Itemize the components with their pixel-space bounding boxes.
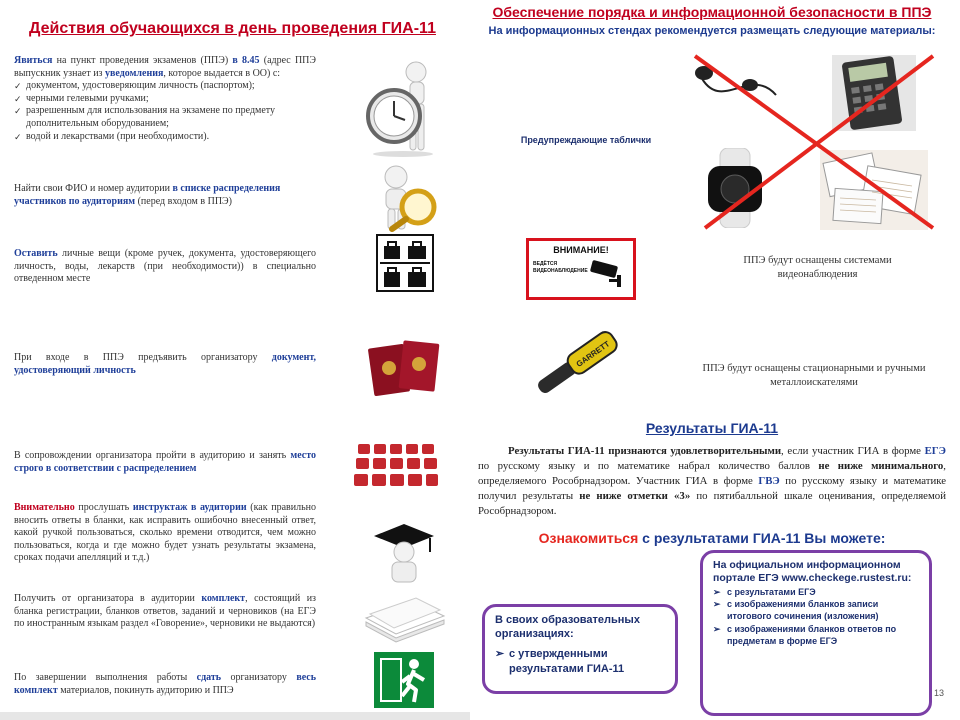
sign-title: ВНИМАНИЕ! — [553, 245, 609, 255]
exit-sign-icon — [374, 652, 434, 708]
results-text5: по русскому языку и математике получил результаты — [478, 475, 946, 502]
prohibited-cross-icon — [685, 48, 945, 238]
magnifier-figure-icon — [362, 163, 447, 233]
step-instruction — [14, 502, 316, 565]
step-hand-text3: материалов, покинуть аудиторию и ППЭ — [57, 684, 234, 696]
bottom-strip — [0, 712, 470, 720]
step-seat-rule: место строго в соответствии с распределением — [14, 450, 316, 474]
familiarize-verb: Ознакомиться — [538, 530, 639, 546]
box-portal-list — [713, 586, 919, 647]
box-schools-list — [495, 647, 665, 677]
results-ege: ЕГЭ — [924, 445, 946, 457]
step-arrive-time: в 8.45 — [232, 55, 260, 66]
graduate-figure-icon — [368, 520, 440, 584]
detector-brand: GARRETT — [574, 339, 612, 369]
checklist-item: ✓ водой и лекарствами (при необходимости). — [14, 131, 316, 144]
step-hand-in — [14, 672, 316, 697]
seats-icon — [352, 438, 440, 494]
page-number: 13 — [934, 688, 945, 698]
right-title: Обеспечение порядка и информационной безопасности в ППЭ — [492, 4, 932, 20]
step-take-seat — [14, 450, 316, 475]
step-get-kit — [14, 593, 316, 631]
camera-icon — [587, 259, 627, 289]
familiarize-heading — [482, 530, 942, 546]
step-leave-text: личные вещи (кроме ручек, документа, удостоверяющего личность, воды, лекарств (при необходимости)) в специально отведенном месте — [14, 248, 316, 285]
step-find-text: Найти свои ФИО и номер аудитории — [14, 183, 173, 194]
checklist-item: ✓ черными гелевыми ручками; — [14, 93, 316, 106]
step-arrive-text3: , которое выдается в ОО) с: — [163, 67, 281, 79]
step-find-name — [14, 183, 316, 208]
metal-detector-text: ППЭ будут оснащены стационарными и ручными металлоискателями — [702, 363, 926, 388]
results-text: Результаты ГИА-11 признаются — [508, 445, 671, 457]
results-gve: ГВЭ — [758, 475, 780, 487]
box-portal-title: На официальном информационном портале ЕГЭ www.checkege.rustest.ru: — [713, 559, 912, 584]
results-satisfactory: удовлетворительными — [670, 445, 782, 457]
box-portal-item: ➢ с изображениями бланков записи итогового сочинения (изложения) — [713, 598, 919, 622]
box-schools-item: ➢ с утвержденными результатами ГИА-11 — [495, 647, 665, 677]
step-hand-text2: организатору — [221, 672, 297, 683]
sign-text: ВЕДЁТСЯ ВИДЕОНАБЛЮДЕНИЕ — [533, 261, 588, 274]
box-portal-item: ➢ с результатами ЕГЭ — [713, 586, 919, 598]
step-hand-verb: сдать — [196, 672, 222, 683]
arrive-checklist — [14, 80, 316, 143]
video-surveillance-sign — [526, 238, 636, 300]
step-leave-verb: Оставить — [14, 248, 58, 259]
step-instruction-text: прослушать — [74, 502, 133, 513]
video-surveillance-text: ППЭ будут оснащены системами видеонаблюдения — [743, 255, 892, 280]
familiarize-text: с результатами ГИА-11 Вы можете: — [638, 530, 886, 546]
step-seat-text: В сопровождении организатора пройти в аудиторию и занять — [14, 450, 291, 461]
step-instruction-name: инструктаж в аудитории — [132, 502, 247, 513]
step-arrive-verb: Явиться — [14, 55, 53, 66]
step-kit-text: Получить от организатора в аудитории — [14, 593, 202, 604]
paper-stack-icon — [360, 588, 448, 644]
step-instruction-verb: Внимательно — [14, 502, 75, 513]
results-grade: не ниже отметки «3» — [579, 490, 691, 502]
results-min: не ниже минимального — [818, 460, 944, 472]
box-portal-item: ➢ с изображениями бланков ответов по предметам в форме ЕГЭ — [713, 623, 919, 647]
box-schools-title: В своих образовательных организациях: — [495, 614, 640, 640]
luggage-storage-icon — [376, 234, 434, 292]
step-hand-text: По завершении выполнения работы — [14, 672, 197, 683]
step-show-document-name: документ, удостоверяющий личность — [14, 352, 316, 376]
passport-icon — [367, 340, 445, 396]
left-title: Действия обучающихся в день проведения ГИА-11 — [29, 20, 436, 37]
step-find-text2: (перед входом в ППЭ) — [135, 195, 232, 207]
step-arrive-notice: уведомления — [105, 67, 164, 79]
step-arrive-text2: (адрес ППЭ выпускник узнает из — [14, 55, 317, 79]
step-show-document — [14, 352, 316, 377]
right-subtitle: На информационных стендах рекомендуется размещать следующие материалы: — [488, 25, 936, 37]
box-portal — [700, 550, 932, 716]
results-text4: , определяемого Рособрнадзором. Участник ГИА в форме — [478, 460, 946, 487]
results-text3: по русскому языку и по математике набрал количество баллов — [478, 460, 819, 472]
warning-signs-label: Предупреждающие таблички — [520, 135, 652, 145]
metal-detector-icon — [528, 324, 628, 404]
step-kit-details: , состоящий из бланка регистрации, бланков ответов, заданий и черновиков (на ЕГЭ по иностранным языкам раздел «Говорение», черновики не выдаются) — [14, 593, 316, 630]
results-text6: по пятибалльной шкале оценивания, определяемой Рособрнадзором. — [478, 490, 946, 517]
step-show-text: При входе в ППЭ предъявить организатору — [14, 352, 272, 363]
step-arrive — [14, 55, 316, 143]
step-find-list: в списке распределения участников по аудиториям — [14, 183, 281, 207]
step-arrive-text: на пункт проведения экзаменов (ППЭ) — [52, 55, 233, 66]
step-leave-items — [14, 248, 316, 286]
checklist-item: ✓ документом, удостоверяющим личность (паспортом); — [14, 80, 316, 93]
step-instruction-details: (как правильно вносить ответы в бланки, как исправить ошибочно внесенный ответ, какой ручкой пользоваться, сколько времени отводится, чем можно пользоваться, когда и где можно будет узнать результаты экзамена, сроках подачи апелляций и т.д.) — [14, 502, 317, 564]
clock-figure-icon — [358, 58, 448, 158]
step-kit-word: комплект — [201, 593, 246, 604]
step-hand-kit: весь комплект — [14, 672, 316, 696]
results-title: Результаты ГИА-11 — [645, 420, 779, 436]
checklist-item: ✓ разрешенным для использования на экзамене по предмету дополнительным оборудованием; — [14, 105, 316, 130]
results-text2: , если участник ГИА в форме — [781, 445, 925, 457]
box-schools — [482, 604, 678, 694]
results-paragraph — [478, 444, 946, 519]
